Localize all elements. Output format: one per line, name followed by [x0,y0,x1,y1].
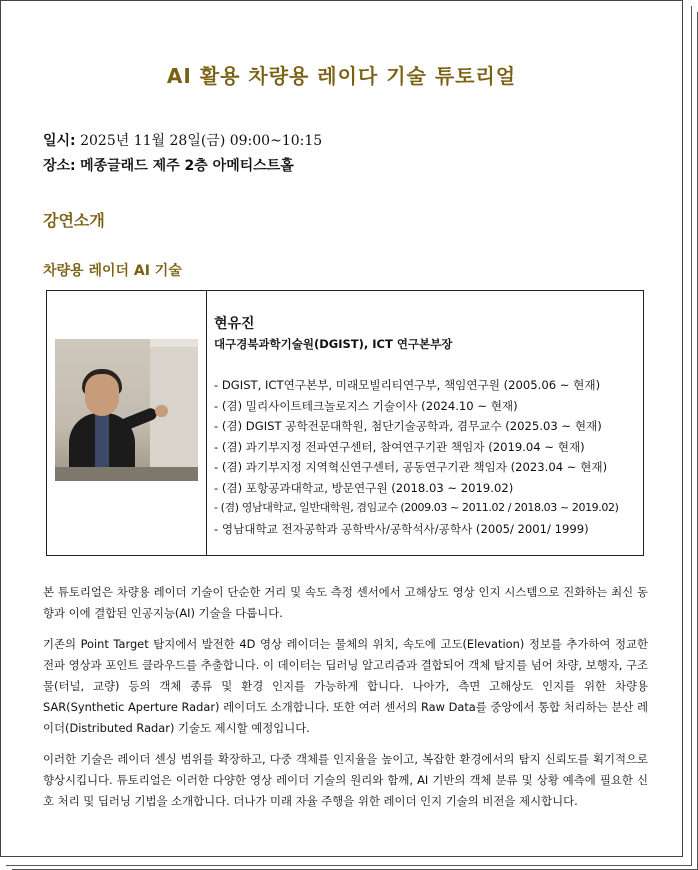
speaker-affiliation: 대구경북과학기술원(DGIST), ICT 연구본부장 [214,337,453,351]
intro-paragraph: 본 튜토리얼은 차량용 레이더 기술이 단순한 거리 및 속도 측정 센서에서 고해상도 영상 인지 시스템으로 진화하는 최신 동향과 이에 결합된 인공지능(AI) 기술을 다룹니다. [43,585,648,620]
section-heading: 강연소개 [43,211,105,230]
career-item: - (겸) 포항공과대학교, 방문연구원 (2018.03 ~ 2019.02) [214,480,514,495]
profile-divider [206,291,207,555]
career-item: - (겸) DGIST 공학전문대학원, 첨단기술공학과, 겸무교수 (2025.03 ~ 현재) [214,419,602,433]
place-value: 메종글래드 제주 2층 아메티스트홀 [80,158,294,174]
place-label: 장소: [43,158,76,174]
document-title: AI 활용 차량용 레이다 기술 튜토리얼 [166,64,517,88]
speaker-profile-box [46,290,644,556]
date-label: 일시: [43,133,76,149]
career-item: - 영남대학교 전자공학과 공학박사/공학석사/공학사 (2005/ 2001/ 1999) [214,521,589,536]
speaker-photo [55,339,198,481]
speaker-name: 현유진 [214,316,255,332]
subsection-heading: 차량용 레이더 AI 기술 [43,263,182,279]
body-paragraph: 기존의 Point Target 탐지에서 발전한 4D 영상 레이더는 물체의 위치, 속도에 고도(Elevation) 정보를 추가하여 정교한 전파 영상과 포인트 클라우드를 추출합니다. 이 데이터는 딥러닝 알고리즘과 결합되어 객체 탐지를 넘어 차량, 보행자, 구조물(터널, 교량) 등의 객체 종류 및 환경 인지를 가능하게 합니다. 나아가, 측면 고해상도 인지를 위한 차량용 SAR(Synthetic Aperture Radar) 레이더도 소개합니다. 또한 여러 센서의 Raw Data를 중앙에서 통합 처리하는 분산 레이더(Distributed Radar) 기술도 제시할 예정입니다. [43,637,648,735]
career-list [214,375,618,539]
career-item: - (겸) 과기부지정 지역혁신연구센터, 공동연구기관 책임자 (2023.04 ~ 현재) [214,460,608,474]
closing-paragraph: 이러한 기술은 레이더 센싱 범위를 확장하고, 다중 객체를 인지율을 높이고, 복잡한 환경에서의 탐지 신뢰도를 획기적으로 향상시킵니다. 튜토리얼은 이러한 다양한 영상 레이더 기술의 원리와 함께, AI 기반의 객체 분류 및 상황 예측에 필요한 신호 처리 및 딥러닝 기법을 소개합니다. 더나가 미래 자율 주행을 위한 레이더 인지 기술의 비전을 제시합니다. [43,752,648,808]
date-value: 2025년 11월 28일(금) 09:00~10:15 [80,133,323,149]
place-line [43,155,294,175]
career-item: - DGIST, ICT연구본부, 미래모빌리티연구부, 책임연구원 (2005.06 ~ 현재) [214,378,601,392]
career-item: - (겸) 밀리사이트테크놀로지스 기술이사 (2024.10 ~ 현재) [214,398,518,413]
date-line [43,130,322,150]
career-item: - (겸) 과기부지정 전파연구센터, 참여연구기관 책임자 (2019.04 ~ 현재) [214,439,585,454]
career-item: - (겸) 영남대학교, 일반대학원, 겸임교수 (2009.03 ~ 2011.02 / 2018.03 ~ 2019.02) [214,501,619,514]
